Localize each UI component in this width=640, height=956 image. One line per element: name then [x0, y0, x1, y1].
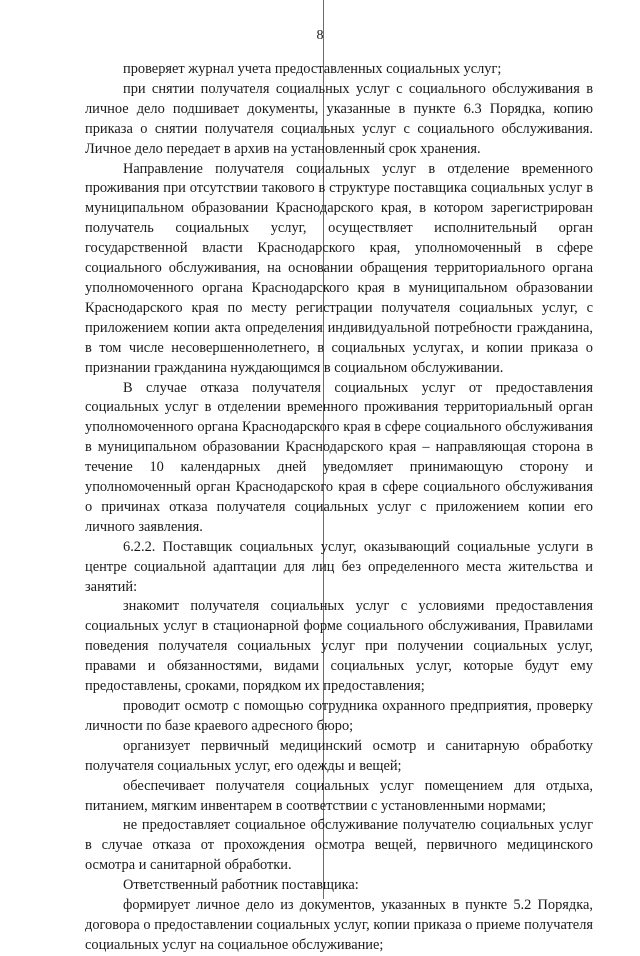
paragraph: обеспечивает получателя социальных услуг помещением для отдыха, питанием, мягким инвентарем в соответствии с установленными нормами; [85, 777, 593, 814]
body-text [85, 60, 593, 956]
paragraph: при снятии получателя социальных услуг с социального обслуживания в личное дело подшивает документы, указанные в пункте 6.3 Порядка, копию приказа о снятии получателя социальных услуг с социального обслуживания. Личное дело передает в архив на установленный срок хранения. [85, 80, 593, 157]
paragraph: организует первичный медицинский осмотр и санитарную обработку получателя социальных услуг, его одежды и вещей; [85, 737, 593, 774]
paragraph: формирует личное дело из документов, указанных в пункте 5.2 Порядка, договора о предоставлении социальных услуг, копии приказа о приеме получателя социальных услуг на социальное обслуживание; [85, 897, 593, 953]
paragraph: не предоставляет социальное обслуживание получателю социальных услуг в случае отказа от прохождения осмотра вещей, первичного медицинского осмотра и санитарной обработки. [85, 817, 593, 874]
paragraph: Ответственный работник поставщика: [123, 877, 359, 894]
page-number: 8 [316, 28, 324, 43]
paragraph: проверяет журнал учета предоставленных социальных услуг; [123, 61, 502, 77]
paragraph: знакомит получателя социальных услуг с условиями предоставления социальных услуг в стационарной форме социального обслуживания, Правилами поведения получателя социальных услуг при получении социальных услуг, правами и обязанностями, видами социальных услуг, которые будут ему предоставлены, сроками, порядком их предоставления; [85, 598, 593, 695]
paragraph: В случае отказа получателя социальных услуг от предоставления социальных услуг в отделении временного проживания территориальный орган уполномоченного органа Краснодарского края в сфере социального обслуживания в муниципальном образовании Краснодарского края – направляющая сторона в течение 10 календарных дней уведомляет принимающую сторону и уполномоченный орган Краснодарского края в сфере социального обслуживания о причинах отказа получателя социальных услуг с приложением копии его личного заявления. [85, 379, 593, 535]
paragraph: проводит осмотр с помощью сотрудника охранного предприятия, проверку личности по базе краевого адресного бюро; [85, 698, 593, 734]
paragraph: Направление получателя социальных услуг в отделение временного проживания при отсутствии такового в структуре поставщика социальных услуг в муниципальном образовании Краснодарского края, в котором зарегистрирован получатель социальных услуг, осуществляет исполнительный орган государственной власти Краснодарского края, уполномоченный в сфере социального обслуживания, на основании обращения территориального органа уполномоченного органа Краснодарского края в муниципальном образовании Краснодарского края по месту регистрации получателя социальных услуг, с приложением копии акта определения индивидуальной потребности гражданина, в том числе несовершеннолетнего, в социальных услугах, и копии приказа о признании гражданина нуждающимся в социальном обслуживании. [85, 160, 593, 376]
paragraph: 6.2.2. Поставщик социальных услуг, оказывающий социальные услуги в центре социальной адаптации для лиц без определенного места жительства и занятий: [85, 538, 593, 595]
